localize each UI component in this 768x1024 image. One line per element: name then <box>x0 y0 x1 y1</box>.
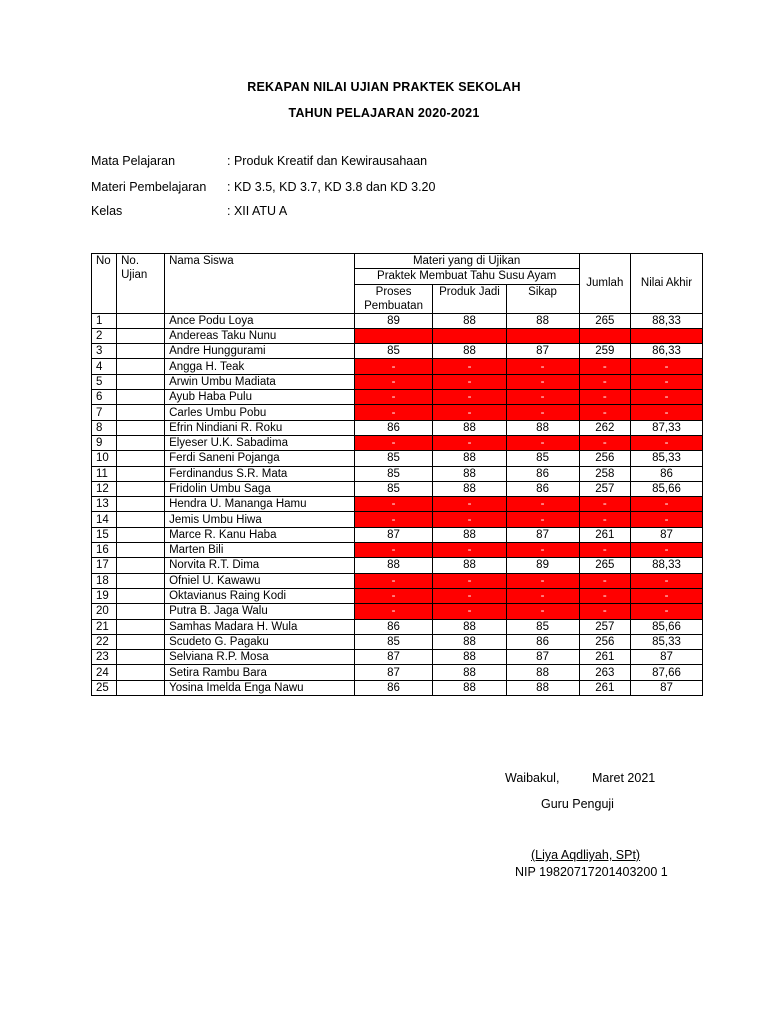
cell-exam-no <box>117 359 165 374</box>
cell-total: 259 <box>579 344 630 359</box>
cell-no: 4 <box>92 359 117 374</box>
cell-product: 88 <box>433 650 506 665</box>
cell-process: - <box>354 390 433 405</box>
header-no: No <box>92 254 117 314</box>
signature-place: Waibakul, <box>505 771 560 785</box>
cell-no: 15 <box>92 527 117 542</box>
cell-product: 88 <box>433 634 506 649</box>
cell-process: 85 <box>354 634 433 649</box>
table-row <box>92 313 703 328</box>
cell-total: - <box>579 405 630 420</box>
cell-name: Elyeser U.K. Sabadima <box>165 435 355 450</box>
cell-final: - <box>631 588 703 603</box>
cell-no: 12 <box>92 481 117 496</box>
cell-no: 11 <box>92 466 117 481</box>
cell-final: - <box>631 512 703 527</box>
table-row <box>92 481 703 496</box>
cell-name: Oktavianus Raing Kodi <box>165 588 355 603</box>
cell-total <box>579 328 630 343</box>
cell-attitude: 86 <box>506 466 579 481</box>
cell-attitude: - <box>506 435 579 450</box>
cell-final: 87 <box>631 527 703 542</box>
cell-name: Scudeto G. Pagaku <box>165 634 355 649</box>
cell-no: 14 <box>92 512 117 527</box>
cell-no: 10 <box>92 451 117 466</box>
cell-total: 265 <box>579 558 630 573</box>
cell-no: 8 <box>92 420 117 435</box>
cell-product: - <box>433 573 506 588</box>
cell-process: - <box>354 512 433 527</box>
cell-exam-no <box>117 466 165 481</box>
cell-process: - <box>354 588 433 603</box>
table-row <box>92 543 703 558</box>
cell-name: Marten Bili <box>165 543 355 558</box>
cell-exam-no <box>117 527 165 542</box>
cell-final: 88,33 <box>631 558 703 573</box>
cell-process: - <box>354 374 433 389</box>
cell-no: 23 <box>92 650 117 665</box>
cell-exam-no <box>117 390 165 405</box>
cell-attitude: - <box>506 390 579 405</box>
cell-final: 85,66 <box>631 481 703 496</box>
cell-final: 87 <box>631 650 703 665</box>
header-practice: Praktek Membuat Tahu Susu Ayam <box>354 269 579 284</box>
cell-process: 85 <box>354 466 433 481</box>
cell-no: 19 <box>92 588 117 603</box>
class-value: : XII ATU A <box>227 204 288 218</box>
signature-date: Maret 2021 <box>592 771 656 785</box>
cell-no: 25 <box>92 680 117 695</box>
cell-name: Ance Podu Loya <box>165 313 355 328</box>
cell-total: - <box>579 588 630 603</box>
cell-name: Ofniel U. Kawawu <box>165 573 355 588</box>
cell-name: Marce R. Kanu Haba <box>165 527 355 542</box>
cell-total: - <box>579 374 630 389</box>
table-row <box>92 573 703 588</box>
cell-no: 21 <box>92 619 117 634</box>
cell-process: - <box>354 543 433 558</box>
cell-total: 263 <box>579 665 630 680</box>
table-row <box>92 374 703 389</box>
cell-final: - <box>631 604 703 619</box>
cell-total: 261 <box>579 650 630 665</box>
cell-exam-no <box>117 665 165 680</box>
cell-product: - <box>433 604 506 619</box>
cell-exam-no <box>117 512 165 527</box>
cell-process: 89 <box>354 313 433 328</box>
cell-attitude: - <box>506 405 579 420</box>
cell-attitude: - <box>506 359 579 374</box>
cell-total: 261 <box>579 680 630 695</box>
cell-no: 3 <box>92 344 117 359</box>
cell-attitude: 88 <box>506 680 579 695</box>
cell-final: 87 <box>631 680 703 695</box>
cell-process: - <box>354 405 433 420</box>
table-row <box>92 466 703 481</box>
cell-name: Andre Hunggurami <box>165 344 355 359</box>
cell-exam-no <box>117 634 165 649</box>
cell-name: Efrin Nindiani R. Roku <box>165 420 355 435</box>
cell-exam-no <box>117 650 165 665</box>
cell-attitude: 85 <box>506 451 579 466</box>
cell-exam-no <box>117 313 165 328</box>
cell-process: 85 <box>354 344 433 359</box>
cell-total: - <box>579 512 630 527</box>
cell-final: 85,33 <box>631 451 703 466</box>
cell-no: 1 <box>92 313 117 328</box>
cell-exam-no <box>117 420 165 435</box>
cell-product: 88 <box>433 619 506 634</box>
cell-product: 88 <box>433 466 506 481</box>
cell-total: 256 <box>579 451 630 466</box>
cell-process: 87 <box>354 665 433 680</box>
table-row <box>92 680 703 695</box>
cell-exam-no <box>117 481 165 496</box>
cell-name: Setira Rambu Bara <box>165 665 355 680</box>
cell-exam-no <box>117 573 165 588</box>
cell-process <box>354 328 433 343</box>
cell-product: 88 <box>433 558 506 573</box>
cell-name: Angga H. Teak <box>165 359 355 374</box>
cell-product: 88 <box>433 527 506 542</box>
grades-table-body <box>92 313 703 695</box>
cell-final: - <box>631 435 703 450</box>
grades-table <box>91 253 703 696</box>
cell-process: - <box>354 359 433 374</box>
cell-name: Ayub Haba Pulu <box>165 390 355 405</box>
cell-exam-no <box>117 374 165 389</box>
class-label: Kelas <box>91 204 123 218</box>
cell-product: - <box>433 497 506 512</box>
cell-final: 86,33 <box>631 344 703 359</box>
cell-final: 88,33 <box>631 313 703 328</box>
cell-total: 258 <box>579 466 630 481</box>
cell-attitude: 87 <box>506 650 579 665</box>
cell-product: - <box>433 405 506 420</box>
cell-exam-no <box>117 680 165 695</box>
cell-attitude: - <box>506 604 579 619</box>
table-row <box>92 588 703 603</box>
cell-attitude: 88 <box>506 420 579 435</box>
cell-product: 88 <box>433 420 506 435</box>
cell-total: - <box>579 573 630 588</box>
cell-process: 87 <box>354 650 433 665</box>
cell-final <box>631 328 703 343</box>
cell-total: 257 <box>579 619 630 634</box>
signature-name: (Liya Aqdliyah, SPt) <box>531 848 641 862</box>
cell-no: 22 <box>92 634 117 649</box>
cell-final: - <box>631 573 703 588</box>
cell-product: - <box>433 543 506 558</box>
cell-no: 6 <box>92 390 117 405</box>
cell-no: 18 <box>92 573 117 588</box>
cell-process: 85 <box>354 451 433 466</box>
cell-product: - <box>433 359 506 374</box>
cell-final: 86 <box>631 466 703 481</box>
cell-total: 265 <box>579 313 630 328</box>
header-material: Materi yang di Ujikan <box>354 254 579 269</box>
cell-no: 20 <box>92 604 117 619</box>
cell-no: 24 <box>92 665 117 680</box>
cell-final: - <box>631 405 703 420</box>
cell-no: 7 <box>92 405 117 420</box>
cell-name: Jemis Umbu Hiwa <box>165 512 355 527</box>
cell-attitude: - <box>506 573 579 588</box>
cell-attitude: 86 <box>506 481 579 496</box>
table-row <box>92 328 703 343</box>
cell-no: 16 <box>92 543 117 558</box>
cell-attitude <box>506 328 579 343</box>
cell-attitude: 86 <box>506 634 579 649</box>
cell-final: 85,33 <box>631 634 703 649</box>
cell-name: Samhas Madara H. Wula <box>165 619 355 634</box>
cell-attitude: 87 <box>506 344 579 359</box>
cell-exam-no <box>117 497 165 512</box>
cell-final: 87,66 <box>631 665 703 680</box>
cell-product <box>433 328 506 343</box>
cell-name: Yosina Imelda Enga Nawu <box>165 680 355 695</box>
cell-product: 88 <box>433 680 506 695</box>
cell-product: - <box>433 435 506 450</box>
cell-name: Norvita R.T. Dima <box>165 558 355 573</box>
cell-final: - <box>631 497 703 512</box>
cell-process: 88 <box>354 558 433 573</box>
cell-exam-no <box>117 558 165 573</box>
table-row <box>92 665 703 680</box>
table-row <box>92 420 703 435</box>
cell-name: Andereas Taku Nunu <box>165 328 355 343</box>
cell-product: - <box>433 374 506 389</box>
cell-product: 88 <box>433 313 506 328</box>
table-row <box>92 527 703 542</box>
cell-total: - <box>579 497 630 512</box>
cell-final: - <box>631 359 703 374</box>
material-value: : KD 3.5, KD 3.7, KD 3.8 dan KD 3.20 <box>227 180 436 194</box>
cell-attitude: 88 <box>506 665 579 680</box>
cell-process: - <box>354 435 433 450</box>
cell-no: 13 <box>92 497 117 512</box>
header-exam-no: No. Ujian <box>117 254 165 314</box>
table-row <box>92 435 703 450</box>
cell-exam-no <box>117 328 165 343</box>
cell-attitude: 88 <box>506 313 579 328</box>
cell-exam-no <box>117 604 165 619</box>
cell-total: - <box>579 435 630 450</box>
cell-product: 88 <box>433 451 506 466</box>
cell-total: - <box>579 390 630 405</box>
cell-total: 257 <box>579 481 630 496</box>
cell-name: Fridolin Umbu Saga <box>165 481 355 496</box>
cell-process: - <box>354 604 433 619</box>
subject-label: Mata Pelajaran <box>91 154 176 168</box>
cell-no: 5 <box>92 374 117 389</box>
cell-no: 2 <box>92 328 117 343</box>
table-row <box>92 604 703 619</box>
document-subtitle: TAHUN PELAJARAN 2020-2021 <box>288 106 480 120</box>
document-title: REKAPAN NILAI UJIAN PRAKTEK SEKOLAH <box>247 80 521 94</box>
cell-product: - <box>433 512 506 527</box>
cell-total: 256 <box>579 634 630 649</box>
cell-final: 87,33 <box>631 420 703 435</box>
table-row <box>92 497 703 512</box>
cell-exam-no <box>117 619 165 634</box>
table-row <box>92 558 703 573</box>
cell-name: Carles Umbu Pobu <box>165 405 355 420</box>
table-row <box>92 634 703 649</box>
cell-attitude: 87 <box>506 527 579 542</box>
cell-attitude: 89 <box>506 558 579 573</box>
header-total: Jumlah <box>579 254 630 314</box>
table-row <box>92 359 703 374</box>
cell-attitude: - <box>506 374 579 389</box>
cell-exam-no <box>117 344 165 359</box>
table-row <box>92 451 703 466</box>
table-row <box>92 390 703 405</box>
cell-process: 85 <box>354 481 433 496</box>
cell-attitude: - <box>506 543 579 558</box>
cell-name: Putra B. Jaga Walu <box>165 604 355 619</box>
cell-name: Hendra U. Mananga Hamu <box>165 497 355 512</box>
material-label: Materi Pembelajaran <box>91 180 207 194</box>
signature-role: Guru Penguji <box>541 797 614 811</box>
cell-exam-no <box>117 435 165 450</box>
cell-total: - <box>579 359 630 374</box>
header-process: Proses Pembuatan <box>354 284 433 313</box>
table-row <box>92 405 703 420</box>
cell-name: Ferdinandus S.R. Mata <box>165 466 355 481</box>
cell-process: 86 <box>354 420 433 435</box>
signature-nip: NIP 19820717201403200 1 <box>515 865 668 879</box>
cell-attitude: 85 <box>506 619 579 634</box>
cell-product: - <box>433 588 506 603</box>
cell-no: 17 <box>92 558 117 573</box>
cell-final: - <box>631 543 703 558</box>
table-row <box>92 512 703 527</box>
cell-name: Selviana R.P. Mosa <box>165 650 355 665</box>
table-row <box>92 619 703 634</box>
header-attitude: Sikap <box>506 284 579 313</box>
cell-attitude: - <box>506 497 579 512</box>
table-row <box>92 344 703 359</box>
cell-name: Ferdi Saneni Pojanga <box>165 451 355 466</box>
cell-total: - <box>579 604 630 619</box>
cell-attitude: - <box>506 588 579 603</box>
cell-process: - <box>354 497 433 512</box>
cell-product: 88 <box>433 665 506 680</box>
cell-process: 87 <box>354 527 433 542</box>
cell-total: 261 <box>579 527 630 542</box>
cell-product: 88 <box>433 344 506 359</box>
cell-product: 88 <box>433 481 506 496</box>
cell-exam-no <box>117 588 165 603</box>
cell-exam-no <box>117 543 165 558</box>
cell-product: - <box>433 390 506 405</box>
header-product: Produk Jadi <box>433 284 506 313</box>
cell-total: 262 <box>579 420 630 435</box>
cell-final: 85,66 <box>631 619 703 634</box>
table-row <box>92 650 703 665</box>
cell-attitude: - <box>506 512 579 527</box>
header-final: Nilai Akhir <box>631 254 703 314</box>
cell-process: - <box>354 573 433 588</box>
cell-exam-no <box>117 405 165 420</box>
cell-name: Arwin Umbu Madiata <box>165 374 355 389</box>
cell-process: 86 <box>354 619 433 634</box>
cell-process: 86 <box>354 680 433 695</box>
subject-value: : Produk Kreatif dan Kewirausahaan <box>227 154 428 168</box>
cell-final: - <box>631 374 703 389</box>
cell-no: 9 <box>92 435 117 450</box>
cell-exam-no <box>117 451 165 466</box>
cell-final: - <box>631 390 703 405</box>
cell-total: - <box>579 543 630 558</box>
header-name: Nama Siswa <box>165 254 355 314</box>
